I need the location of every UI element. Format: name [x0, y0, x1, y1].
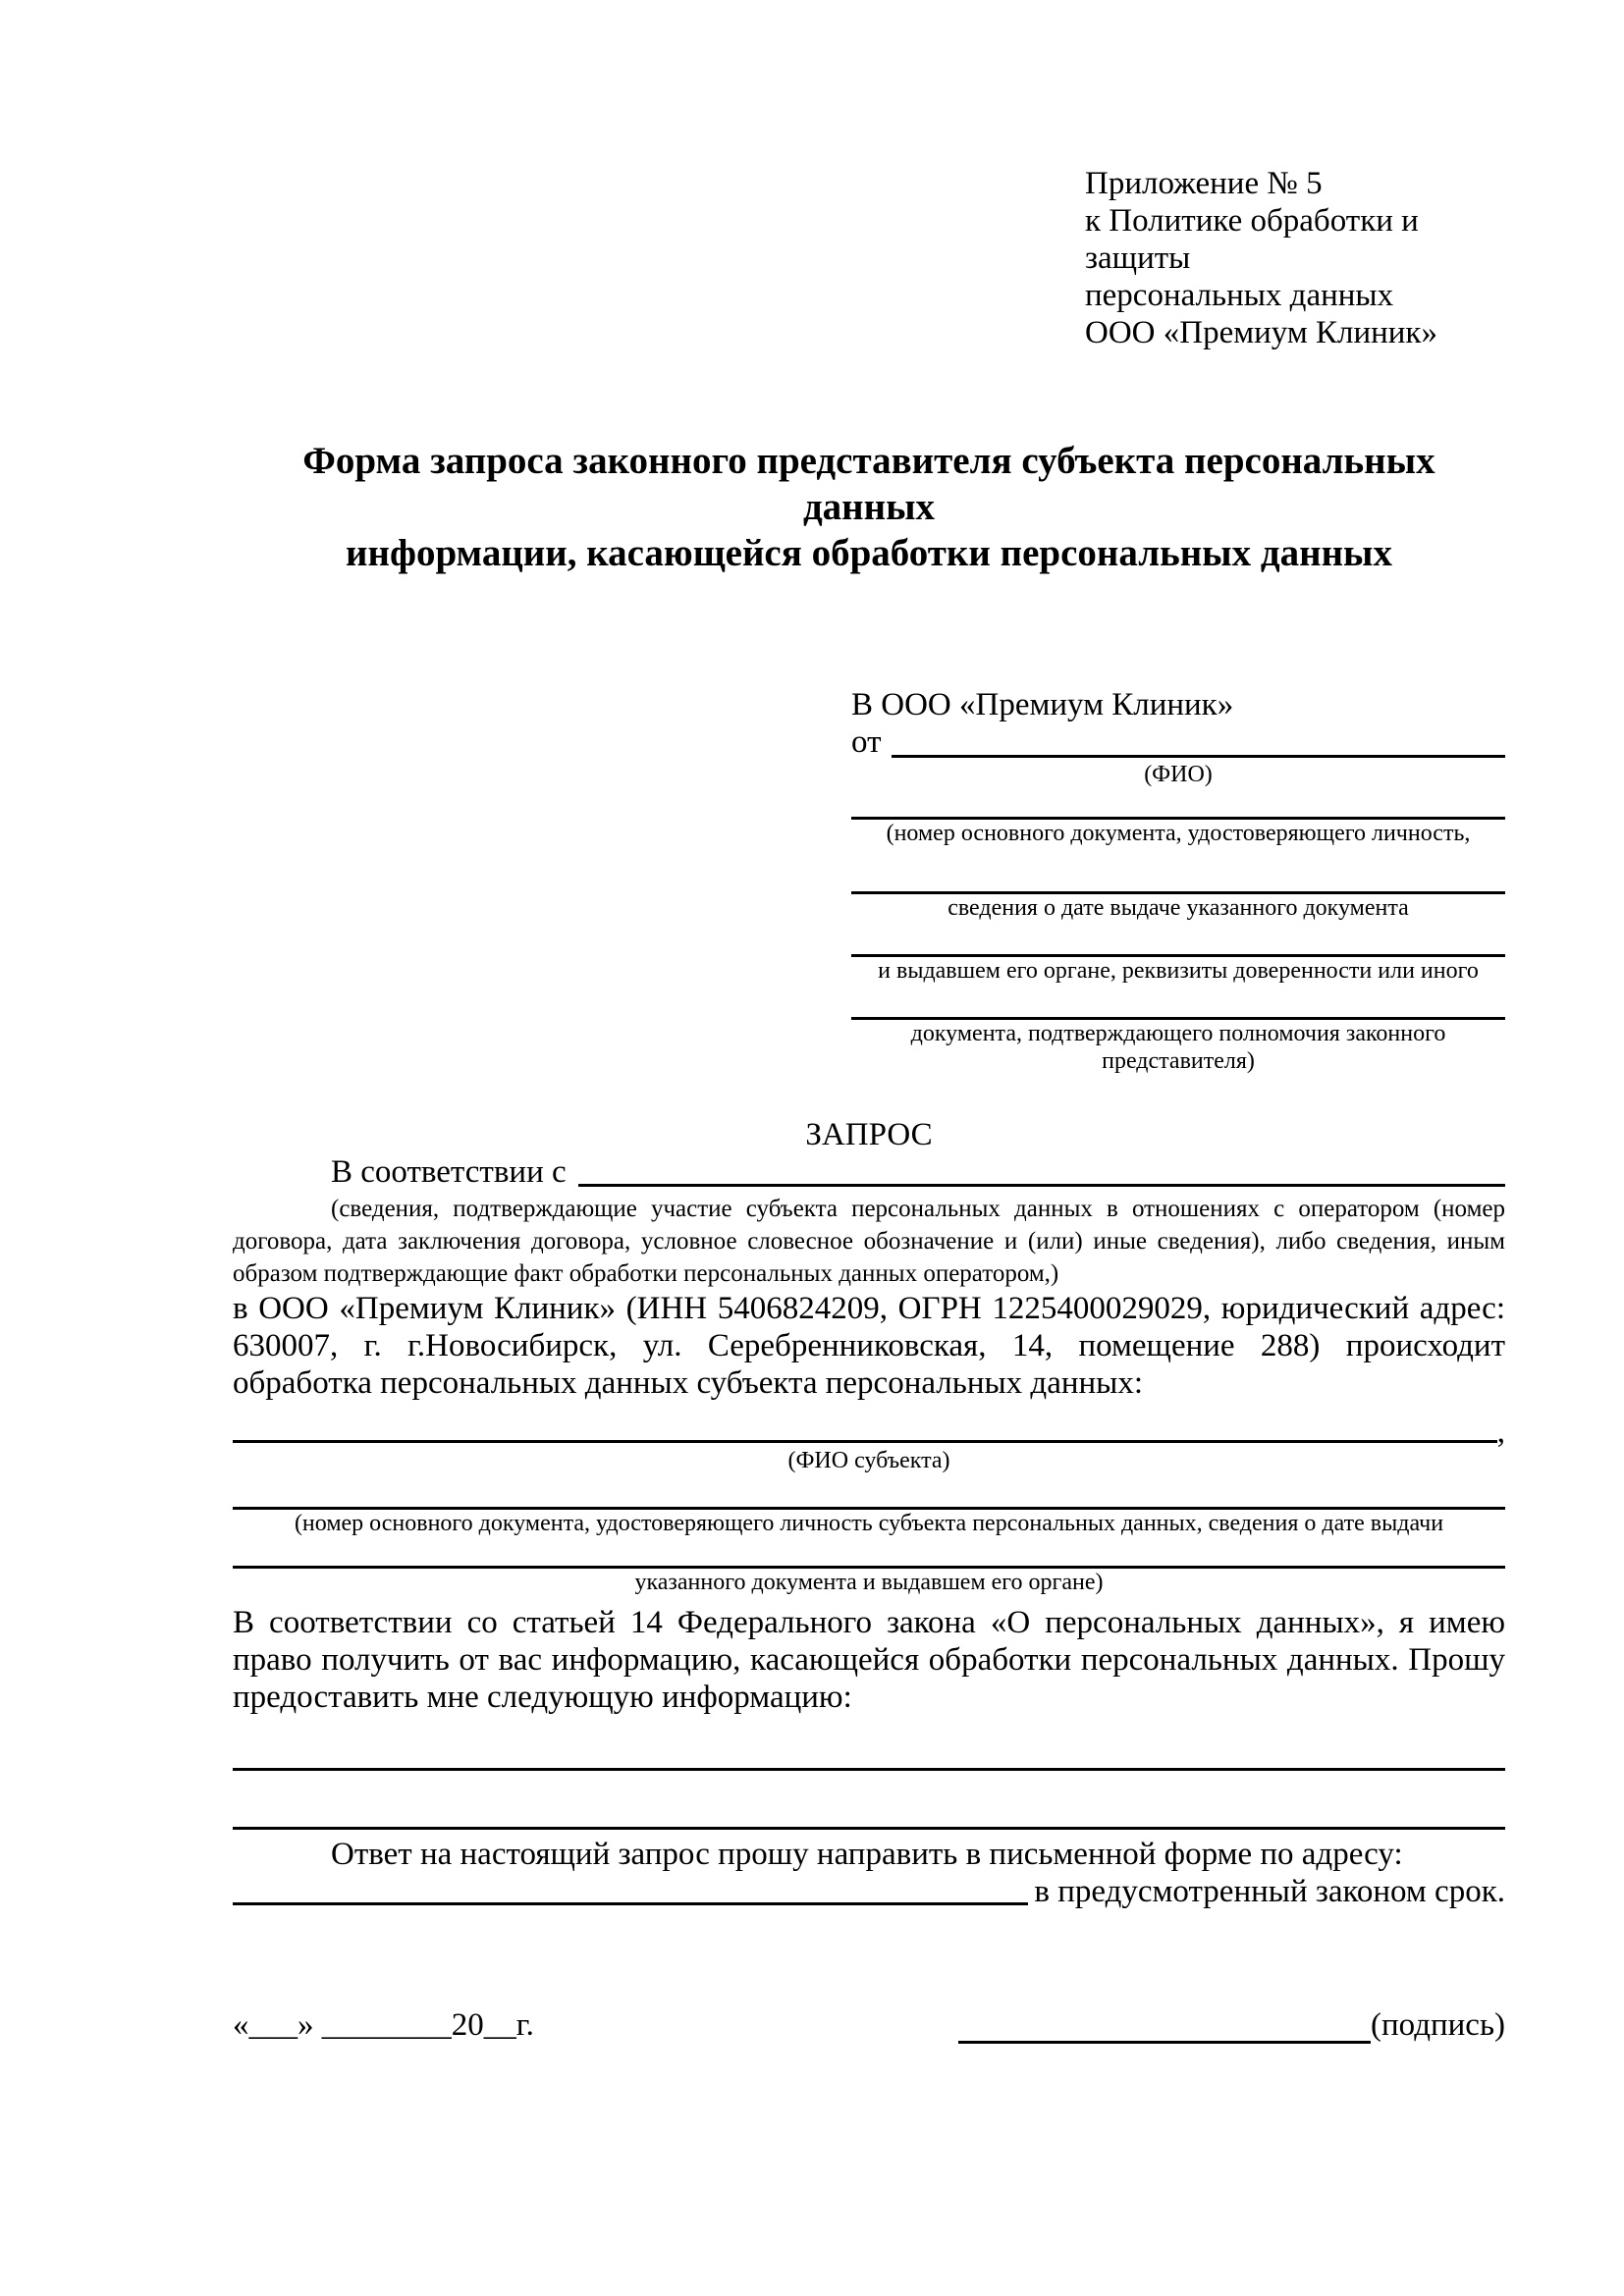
operator-paragraph: в ООО «Премиум Клиник» (ИНН 5406824209, ОГРН 1225400029029, юридический адрес: 630007, г. г.Новосибирск, ул. Серебренниковская, 14, помещение 288) происходит обработка персональных данных субъекта персональных данных:	[233, 1291, 1505, 1401]
from-blank-line	[892, 755, 1506, 758]
document-title-line-1: Форма запроса законного представителя субъекта персональных данных	[302, 440, 1435, 528]
appendix-header	[1085, 165, 1505, 351]
accordance-blank-line	[578, 1184, 1505, 1187]
appendix-header-line: к Политике обработки и защиты	[1085, 203, 1419, 276]
info-blank-line-1	[233, 1741, 1505, 1771]
subject-doc-caption-2: указанного документа и выдавшем его органе)	[634, 1570, 1104, 1595]
subject-fio-blank-line	[233, 1440, 1497, 1443]
subject-fio-caption: (ФИО субъекта)	[787, 1448, 950, 1473]
reply-address-blank-line	[233, 1902, 1028, 1905]
issue-date-caption: сведения о дате выдаче указанного документа	[947, 895, 1409, 921]
authority-doc-blank-line	[851, 990, 1505, 1020]
issue-date-blank-line	[851, 865, 1505, 894]
accordance-row	[233, 1153, 1505, 1191]
signature-group	[958, 2006, 1505, 2044]
info-blank-line-2	[233, 1800, 1505, 1830]
authority-doc-caption: документа, подтверждающего полномочия законного представителя)	[910, 1021, 1446, 1074]
law-paragraph: В соответствии со статьей 14 Федерального закона «О персональных данных», я имею право получить от вас информацию, касающейся обработки персональных данных. Прошу предоставить мне следующую информацию:	[233, 1605, 1505, 1715]
appendix-header-line: ООО «Премиум Клиник»	[1085, 315, 1437, 350]
subject-doc-caption-1: (номер основного документа, удостоверяющего личность субъекта персональных данных, сведения о дате выдачи	[294, 1511, 1444, 1536]
document-title	[233, 438, 1505, 576]
addressee-block	[851, 686, 1505, 1075]
doc-number-caption: (номер основного документа, удостоверяющего личность,	[886, 821, 1471, 846]
subject-fio-row	[233, 1415, 1505, 1450]
appendix-header-line: персональных данных	[1085, 278, 1394, 313]
request-heading: ЗАПРОС	[805, 1117, 933, 1152]
subject-doc-blank-line	[233, 1480, 1505, 1510]
accordance-caption: (сведения, подтверждающие участие субъекта персональных данных в отношениях с оператором (номер договора, дата заключения договора, условное словесное обозначение и (или) иные сведения), либо сведения, иным образом подтверждающие факт обработки персональных данных оператором,)	[233, 1196, 1505, 1287]
date-line: «___» ________20__г.	[233, 2007, 534, 2043]
trailing-comma: ,	[1496, 1415, 1505, 1450]
signature-row	[233, 2006, 1505, 2044]
accordance-label: В соответствии с	[331, 1154, 567, 1190]
reply-address-row	[233, 1873, 1505, 1910]
from-label: от	[851, 724, 882, 760]
reply-paragraph: Ответ на настоящий запрос прошу направить в письменной форме по адресу:	[331, 1837, 1403, 1872]
fio-caption: (ФИО)	[1144, 762, 1213, 787]
appendix-header-line: Приложение № 5	[1085, 166, 1323, 201]
reply-tail: в предусмотренный законом срок.	[1034, 1874, 1505, 1909]
doc-number-blank-line	[851, 790, 1505, 820]
addressee-to: В ООО «Премиум Клиник»	[851, 687, 1234, 722]
issuing-authority-blank-line	[851, 928, 1505, 957]
signature-blank-line	[958, 2011, 1371, 2044]
subject-doc-blank-line-2	[233, 1539, 1505, 1569]
issuing-authority-caption: и выдавшем его органе, реквизиты доверенности или иного	[878, 958, 1479, 984]
signature-caption: (подпись)	[1371, 2007, 1505, 2043]
document-title-line-2: информации, касающейся обработки персональных данных	[346, 532, 1392, 574]
from-row	[851, 723, 1505, 761]
